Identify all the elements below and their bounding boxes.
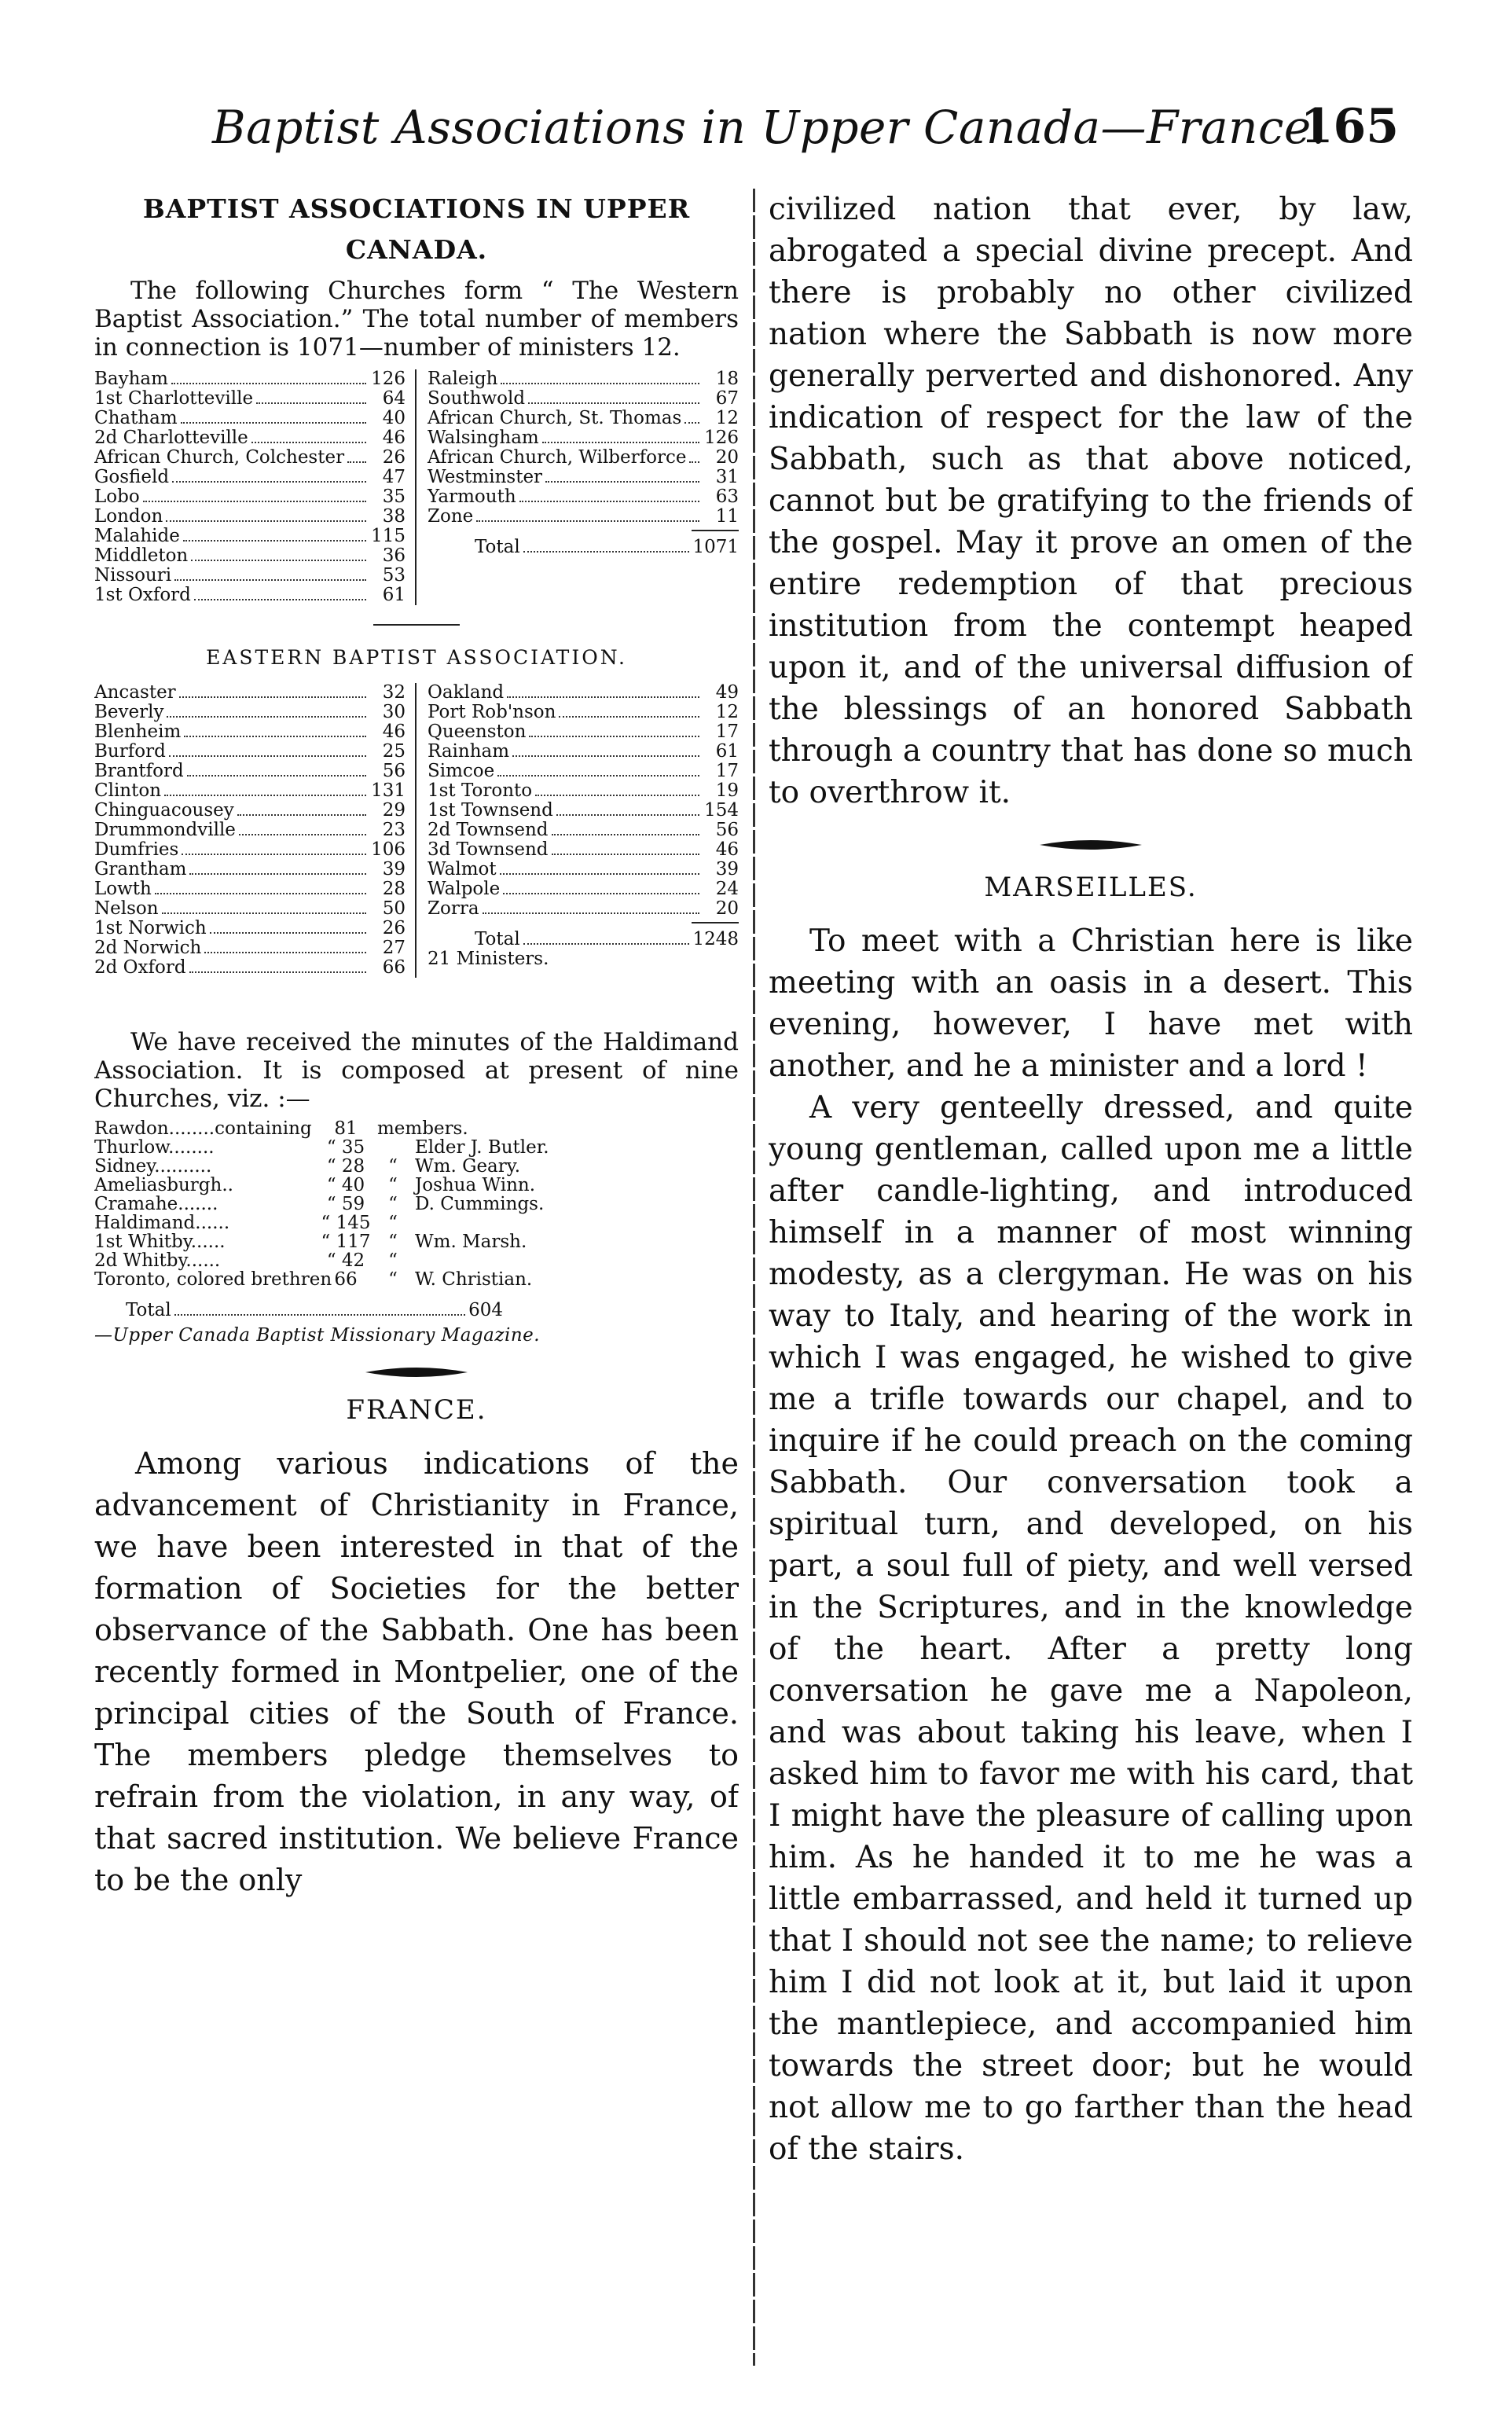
church-member-count: 31 xyxy=(715,467,739,487)
dot-leader xyxy=(189,873,366,875)
france-paragraph: Among various indications of the advancement of Christianity in France, we have been interested in that of the formation of Societies for the better observance of the Sabbath. One has been recently formed in Montpelier, one of the principal cities of the South of France. The members pledge themselves to refrain from the violation, in any way, of that sacred institution. We believe France to be the only xyxy=(94,1446,739,1897)
dot-leader xyxy=(191,560,366,561)
dot-leader xyxy=(512,755,699,757)
church-row xyxy=(428,703,739,722)
haldimand-row xyxy=(94,1195,739,1214)
church-row xyxy=(94,683,406,703)
haldimand-row xyxy=(94,1138,739,1157)
church-member-count: 36 xyxy=(382,545,406,566)
dot-leader xyxy=(171,383,366,384)
marseilles-paragraph-2: A very genteelly dressed, and quite young gentleman, called upon me a little after candle-lighting, and introduced himself in a manner of most winning modesty, as a clergyman. He was on his way to Italy, and hearing of the work in which I was engaged, he wished to give me a trifle towards our chapel, and to inquire if he could preach on the coming Sabbath. Our conversation took a spiritual turn, and developed, on his part, a soul full of piety, and well versed in the Scriptures, and in the knowledge of the heart. After a pretty long conversation he gave me a Napoleon, and was about taking his leave, when I asked him to favor me with his card, that I might have the pleasure of calling upon him. As he handed it to me he was a little embarrassed, and held it turned up that I should not see the name; to relieve him I did not look at it, but laid it upon the mantlepiece, and accompanied him towards the street door; but he would not allow me to go farther than the head of the stairs. xyxy=(769,1090,1413,2167)
church-name: Walmot xyxy=(428,859,497,879)
church-name: Grantham xyxy=(94,859,187,879)
western-association-intro: The following Churches form “ The Western Baptist Association.” The total number of members in connection is 1071—number of ministers 12. xyxy=(94,277,739,362)
church-name: Simcoe xyxy=(428,761,495,781)
haldimand-ditto-mark: “ xyxy=(388,1269,398,1290)
church-member-count: 67 xyxy=(715,388,739,409)
church-name: Nelson xyxy=(94,898,159,919)
church-row xyxy=(94,428,406,448)
church-member-count: 32 xyxy=(382,682,406,703)
church-row xyxy=(94,821,406,840)
haldimand-church-name: Sidney.......... xyxy=(94,1156,212,1177)
dot-leader xyxy=(172,481,366,483)
church-name: 2d Charlotteville xyxy=(94,428,248,448)
church-member-count: 47 xyxy=(382,467,406,487)
dot-leader xyxy=(476,520,699,522)
church-member-count: 46 xyxy=(382,721,406,742)
haldimand-church-name: Ameliasburgh.. xyxy=(94,1175,233,1195)
church-row xyxy=(94,899,406,919)
church-name: 1st Oxford xyxy=(94,585,191,605)
dot-leader xyxy=(483,912,699,914)
dot-leader xyxy=(684,422,699,424)
church-member-count: 53 xyxy=(382,565,406,586)
haldimand-total-value: 604 xyxy=(468,1300,503,1320)
church-member-count: 25 xyxy=(382,741,406,762)
church-member-count: 20 xyxy=(715,447,739,468)
right-column xyxy=(769,189,1413,2366)
eastern-association-heading: EASTERN BAPTIST ASSOCIATION. xyxy=(206,646,627,669)
church-member-count: 26 xyxy=(382,447,406,468)
dot-leader xyxy=(189,971,366,973)
church-total-row xyxy=(428,538,739,557)
church-row xyxy=(94,722,406,742)
church-member-count: 61 xyxy=(382,585,406,605)
church-row xyxy=(94,762,406,781)
haldimand-ditto-mark: “ xyxy=(388,1232,398,1252)
church-member-count: 46 xyxy=(715,839,739,860)
dot-leader xyxy=(182,854,366,855)
church-member-count: 126 xyxy=(371,369,406,389)
dot-leader xyxy=(174,579,366,581)
haldimand-row xyxy=(94,1214,739,1232)
church-name: Zone xyxy=(428,506,474,527)
ornament-divider-icon xyxy=(1040,837,1142,853)
church-member-count: 28 xyxy=(382,879,406,899)
church-name: Rainham xyxy=(428,741,510,762)
haldimand-row xyxy=(94,1270,739,1289)
dot-leader xyxy=(529,736,699,737)
church-name: London xyxy=(94,506,163,527)
church-member-count: 46 xyxy=(382,428,406,448)
dot-leader xyxy=(194,599,366,600)
church-member-count: 64 xyxy=(382,388,406,409)
church-member-count: 17 xyxy=(715,721,739,742)
church-name: Raleigh xyxy=(428,369,498,389)
dot-leader xyxy=(237,814,366,816)
running-title: Baptist Associations in Upper Canada—France. xyxy=(212,101,1327,154)
haldimand-row xyxy=(94,1157,739,1176)
haldimand-member-count: “ 40 xyxy=(326,1175,365,1195)
haldimand-row xyxy=(94,1251,739,1270)
haldimand-member-count: “ 59 xyxy=(326,1194,365,1214)
church-row xyxy=(94,409,406,428)
church-name: Lobo xyxy=(94,487,140,507)
dot-leader xyxy=(552,834,699,835)
church-total-row xyxy=(428,930,739,949)
haldimand-member-count: 66 xyxy=(334,1269,358,1290)
dot-leader xyxy=(162,912,366,914)
dot-leader xyxy=(143,501,366,502)
church-member-count: 23 xyxy=(382,820,406,840)
church-member-count: 20 xyxy=(715,898,739,919)
haldimand-pastor: Wm. Marsh. xyxy=(415,1232,527,1252)
church-row xyxy=(428,801,739,821)
church-member-count: 66 xyxy=(382,957,406,978)
dot-leader xyxy=(523,551,690,553)
church-row xyxy=(428,409,739,428)
dot-leader xyxy=(501,383,699,384)
church-row xyxy=(428,468,739,487)
church-row xyxy=(94,566,406,586)
dot-leader xyxy=(183,540,366,542)
church-member-count: 26 xyxy=(382,918,406,938)
church-name: Oakland xyxy=(428,682,505,703)
dot-leader xyxy=(155,893,366,894)
dot-leader xyxy=(689,461,699,463)
church-row xyxy=(94,487,406,507)
dot-leader xyxy=(204,952,366,953)
haldimand-church-name: 1st Whitby...... xyxy=(94,1232,226,1252)
church-member-count: 27 xyxy=(382,938,406,958)
church-row xyxy=(428,860,739,879)
church-member-count: 38 xyxy=(382,506,406,527)
church-member-count: 24 xyxy=(715,879,739,899)
haldimand-ditto-mark: “ xyxy=(388,1250,398,1271)
church-row xyxy=(428,899,739,919)
church-name: 2d Norwich xyxy=(94,938,202,958)
western-right-list xyxy=(417,369,739,605)
church-row xyxy=(428,781,739,801)
dot-leader xyxy=(167,716,366,718)
page-number: 165 xyxy=(1300,99,1399,154)
haldimand-church-name: Haldimand...... xyxy=(94,1213,230,1233)
church-member-count: 131 xyxy=(371,780,406,801)
church-member-count: 40 xyxy=(382,408,406,428)
church-row xyxy=(94,389,406,409)
haldimand-pastor: W. Christian. xyxy=(415,1269,533,1290)
dot-leader xyxy=(239,834,366,835)
church-row xyxy=(428,762,739,781)
church-row xyxy=(94,879,406,899)
haldimand-church-name: Toronto, colored brethren xyxy=(94,1269,332,1290)
dot-leader xyxy=(179,696,366,698)
church-name: 1st Norwich xyxy=(94,918,207,938)
church-row xyxy=(94,527,406,546)
church-row xyxy=(428,742,739,762)
dot-leader xyxy=(519,501,699,502)
church-row xyxy=(94,546,406,566)
church-row xyxy=(94,586,406,605)
church-row xyxy=(94,860,406,879)
church-name: Chatham xyxy=(94,408,178,428)
church-member-count: 19 xyxy=(715,780,739,801)
dot-leader xyxy=(535,795,699,796)
church-row xyxy=(94,801,406,821)
church-name: Zorra xyxy=(428,898,479,919)
church-name: 3d Townsend xyxy=(428,839,549,860)
haldimand-church-name: Cramahe....... xyxy=(94,1194,218,1214)
haldimand-ditto-mark: “ xyxy=(388,1156,398,1177)
dot-leader xyxy=(347,461,366,463)
dot-leader xyxy=(251,442,366,443)
haldimand-church-name: Rawdon........containing xyxy=(94,1118,312,1139)
church-row xyxy=(94,369,406,389)
church-member-count: 18 xyxy=(715,369,739,389)
church-name: Blenheim xyxy=(94,721,182,742)
haldimand-row xyxy=(94,1119,739,1138)
church-member-count: 11 xyxy=(715,506,739,527)
church-member-count: 12 xyxy=(715,702,739,722)
church-row xyxy=(94,781,406,801)
haldimand-row xyxy=(94,1232,739,1251)
dot-leader xyxy=(210,932,366,934)
church-name: Chinguacousey xyxy=(94,800,234,821)
haldimand-member-count: “ 35 xyxy=(326,1137,365,1158)
church-member-count: 56 xyxy=(382,761,406,781)
eastern-right-list xyxy=(417,683,739,978)
total-rule xyxy=(692,922,739,923)
church-name: Brantford xyxy=(94,761,184,781)
haldimand-row xyxy=(94,1176,739,1195)
church-name: Queenston xyxy=(428,721,527,742)
church-name: Burford xyxy=(94,741,166,762)
church-member-count: 50 xyxy=(382,898,406,919)
church-name: Drummondville xyxy=(94,820,236,840)
church-name: 1st Toronto xyxy=(428,780,533,801)
church-row xyxy=(428,389,739,409)
church-name: 2d Townsend xyxy=(428,820,549,840)
church-member-count: 154 xyxy=(704,800,739,821)
haldimand-church-name: 2d Whitby...... xyxy=(94,1250,221,1271)
page-header xyxy=(181,93,1407,163)
church-member-count: 17 xyxy=(715,761,739,781)
church-row xyxy=(428,879,739,899)
church-member-count: 35 xyxy=(382,487,406,507)
source-citation: —Upper Canada Baptist Missionary Magazine. xyxy=(94,1325,541,1346)
haldimand-ditto-mark: “ xyxy=(388,1175,398,1195)
dot-leader xyxy=(503,893,699,894)
church-row xyxy=(94,507,406,527)
church-name: Walsingham xyxy=(428,428,539,448)
haldimand-pastor: Wm. Geary. xyxy=(415,1156,521,1177)
church-member-count: 63 xyxy=(715,487,739,507)
haldimand-member-count: 81 xyxy=(334,1118,358,1139)
france-heading: FRANCE. xyxy=(346,1394,487,1426)
church-name: Yarmouth xyxy=(428,487,516,507)
dot-leader xyxy=(169,755,366,757)
church-member-count: 30 xyxy=(382,702,406,722)
column-divider xyxy=(753,189,755,2366)
church-member-count: 106 xyxy=(371,839,406,860)
total-rule xyxy=(692,530,739,531)
western-association-heading: BAPTIST ASSOCIATIONS IN UPPER CANADA. xyxy=(142,193,691,265)
haldimand-total xyxy=(94,1300,503,1320)
church-name: 1st Townsend xyxy=(428,800,553,821)
church-row xyxy=(94,958,406,978)
haldimand-pastor: D. Cummings. xyxy=(415,1194,545,1214)
eastern-left-list xyxy=(94,683,417,978)
church-name: Westminster xyxy=(428,467,543,487)
church-name: African Church, St. Thomas xyxy=(428,408,682,428)
total-value: 1071 xyxy=(692,537,739,557)
haldimand-pastor: Elder J. Butler. xyxy=(415,1137,549,1158)
church-name: Lowth xyxy=(94,879,152,899)
church-member-count: 115 xyxy=(371,526,406,546)
dot-leader xyxy=(164,795,366,796)
church-member-count: 61 xyxy=(715,741,739,762)
dot-leader xyxy=(542,442,699,443)
dot-leader xyxy=(523,943,690,945)
church-row xyxy=(428,448,739,468)
dot-leader xyxy=(528,402,699,404)
haldimand-member-count: “ 145 xyxy=(321,1213,371,1233)
dot-leader xyxy=(174,1314,465,1316)
total-label: Total xyxy=(475,537,520,557)
dot-leader xyxy=(507,696,699,698)
church-name: Middleton xyxy=(94,545,189,566)
dot-leader xyxy=(545,481,699,483)
dot-leader xyxy=(497,775,699,777)
church-row xyxy=(428,722,739,742)
church-name: Nissouri xyxy=(94,565,172,586)
haldimand-church-name: Thurlow........ xyxy=(94,1137,215,1158)
church-name: African Church, Colchester xyxy=(94,447,345,468)
haldimand-pastor: Joshua Winn. xyxy=(415,1175,536,1195)
church-name: Dumfries xyxy=(94,839,179,860)
church-row xyxy=(428,840,739,860)
church-row xyxy=(428,683,739,703)
france-paragraph-continued: civilized nation that ever, by law, abrogated a special divine precept. And there is probably no other civilized nation where the Sabbath is now more generally perverted and dishonored. Any indication of respect for the law of the Sabbath, such as that above noticed, cannot but be gratifying to the friends of the gospel. May it prove an omen of the entire redemption of that precious institution from the contempt heaped upon it, and of the universal diffusion of the blessings of an honored Sabbath through a country that has done so much to overthrow it. xyxy=(769,192,1413,810)
dot-leader xyxy=(559,716,699,718)
church-name: Malahide xyxy=(94,526,180,546)
haldimand-ditto-mark: “ xyxy=(388,1213,398,1233)
church-member-count: 39 xyxy=(715,859,739,879)
church-name: Beverly xyxy=(94,702,164,722)
church-row xyxy=(428,428,739,448)
church-name: Gosfield xyxy=(94,467,170,487)
ministers-count: 21 Ministers. xyxy=(428,949,549,969)
church-row xyxy=(94,919,406,938)
church-member-count: 126 xyxy=(704,428,739,448)
haldimand-member-count: “ 42 xyxy=(326,1250,365,1271)
church-name: Walpole xyxy=(428,879,501,899)
church-row xyxy=(94,468,406,487)
haldimand-total-label: Total xyxy=(126,1300,171,1320)
church-name: 1st Charlotteville xyxy=(94,388,254,409)
church-name: African Church, Wilberforce xyxy=(428,447,687,468)
church-member-count: 29 xyxy=(382,800,406,821)
church-name: Port Rob'nson xyxy=(428,702,556,722)
dot-leader xyxy=(552,854,699,855)
haldimand-ditto-mark: “ xyxy=(388,1194,398,1214)
church-row xyxy=(428,821,739,840)
dot-leader xyxy=(500,873,699,875)
church-name: Bayham xyxy=(94,369,168,389)
marseilles-paragraph-1: To meet with a Christian here is like meeting with an oasis in a desert. This evening, however, I have met with another, and he a minister and a lord ! xyxy=(769,923,1413,1084)
dot-leader xyxy=(256,402,366,404)
church-row xyxy=(94,938,406,958)
section-separator-rule xyxy=(373,624,460,626)
dot-leader xyxy=(181,422,366,424)
ornament-divider-icon xyxy=(365,1364,468,1380)
dot-leader xyxy=(166,520,366,522)
church-row xyxy=(428,507,739,527)
church-row xyxy=(94,448,406,468)
church-name: 2d Oxford xyxy=(94,957,186,978)
western-left-list xyxy=(94,369,417,605)
left-column xyxy=(94,189,739,2366)
church-name: Clinton xyxy=(94,780,162,801)
church-row xyxy=(94,840,406,860)
dot-leader xyxy=(184,736,366,737)
church-row xyxy=(94,742,406,762)
haldimand-ditto-mark: members. xyxy=(377,1118,468,1139)
church-row xyxy=(94,703,406,722)
church-member-count: 56 xyxy=(715,820,739,840)
marseilles-heading: MARSEILLES. xyxy=(984,872,1198,903)
church-member-count: 39 xyxy=(382,859,406,879)
church-member-count: 12 xyxy=(715,408,739,428)
eastern-church-table xyxy=(94,683,739,978)
haldimand-member-count: “ 28 xyxy=(326,1156,365,1177)
dot-leader xyxy=(187,775,366,777)
haldimand-church-table xyxy=(94,1119,739,1289)
western-church-table xyxy=(94,369,739,605)
haldimand-intro: We have received the minutes of the Haldimand Association. It is composed at present of nine Churches, viz. :— xyxy=(94,1028,739,1113)
church-name: Ancaster xyxy=(94,682,176,703)
dot-leader xyxy=(556,814,699,816)
church-row xyxy=(428,487,739,507)
total-value: 1248 xyxy=(692,929,739,949)
total-label: Total xyxy=(475,929,520,949)
haldimand-member-count: “ 117 xyxy=(321,1232,371,1252)
church-member-count: 49 xyxy=(715,682,739,703)
church-name: Southwold xyxy=(428,388,526,409)
church-row xyxy=(428,369,739,389)
